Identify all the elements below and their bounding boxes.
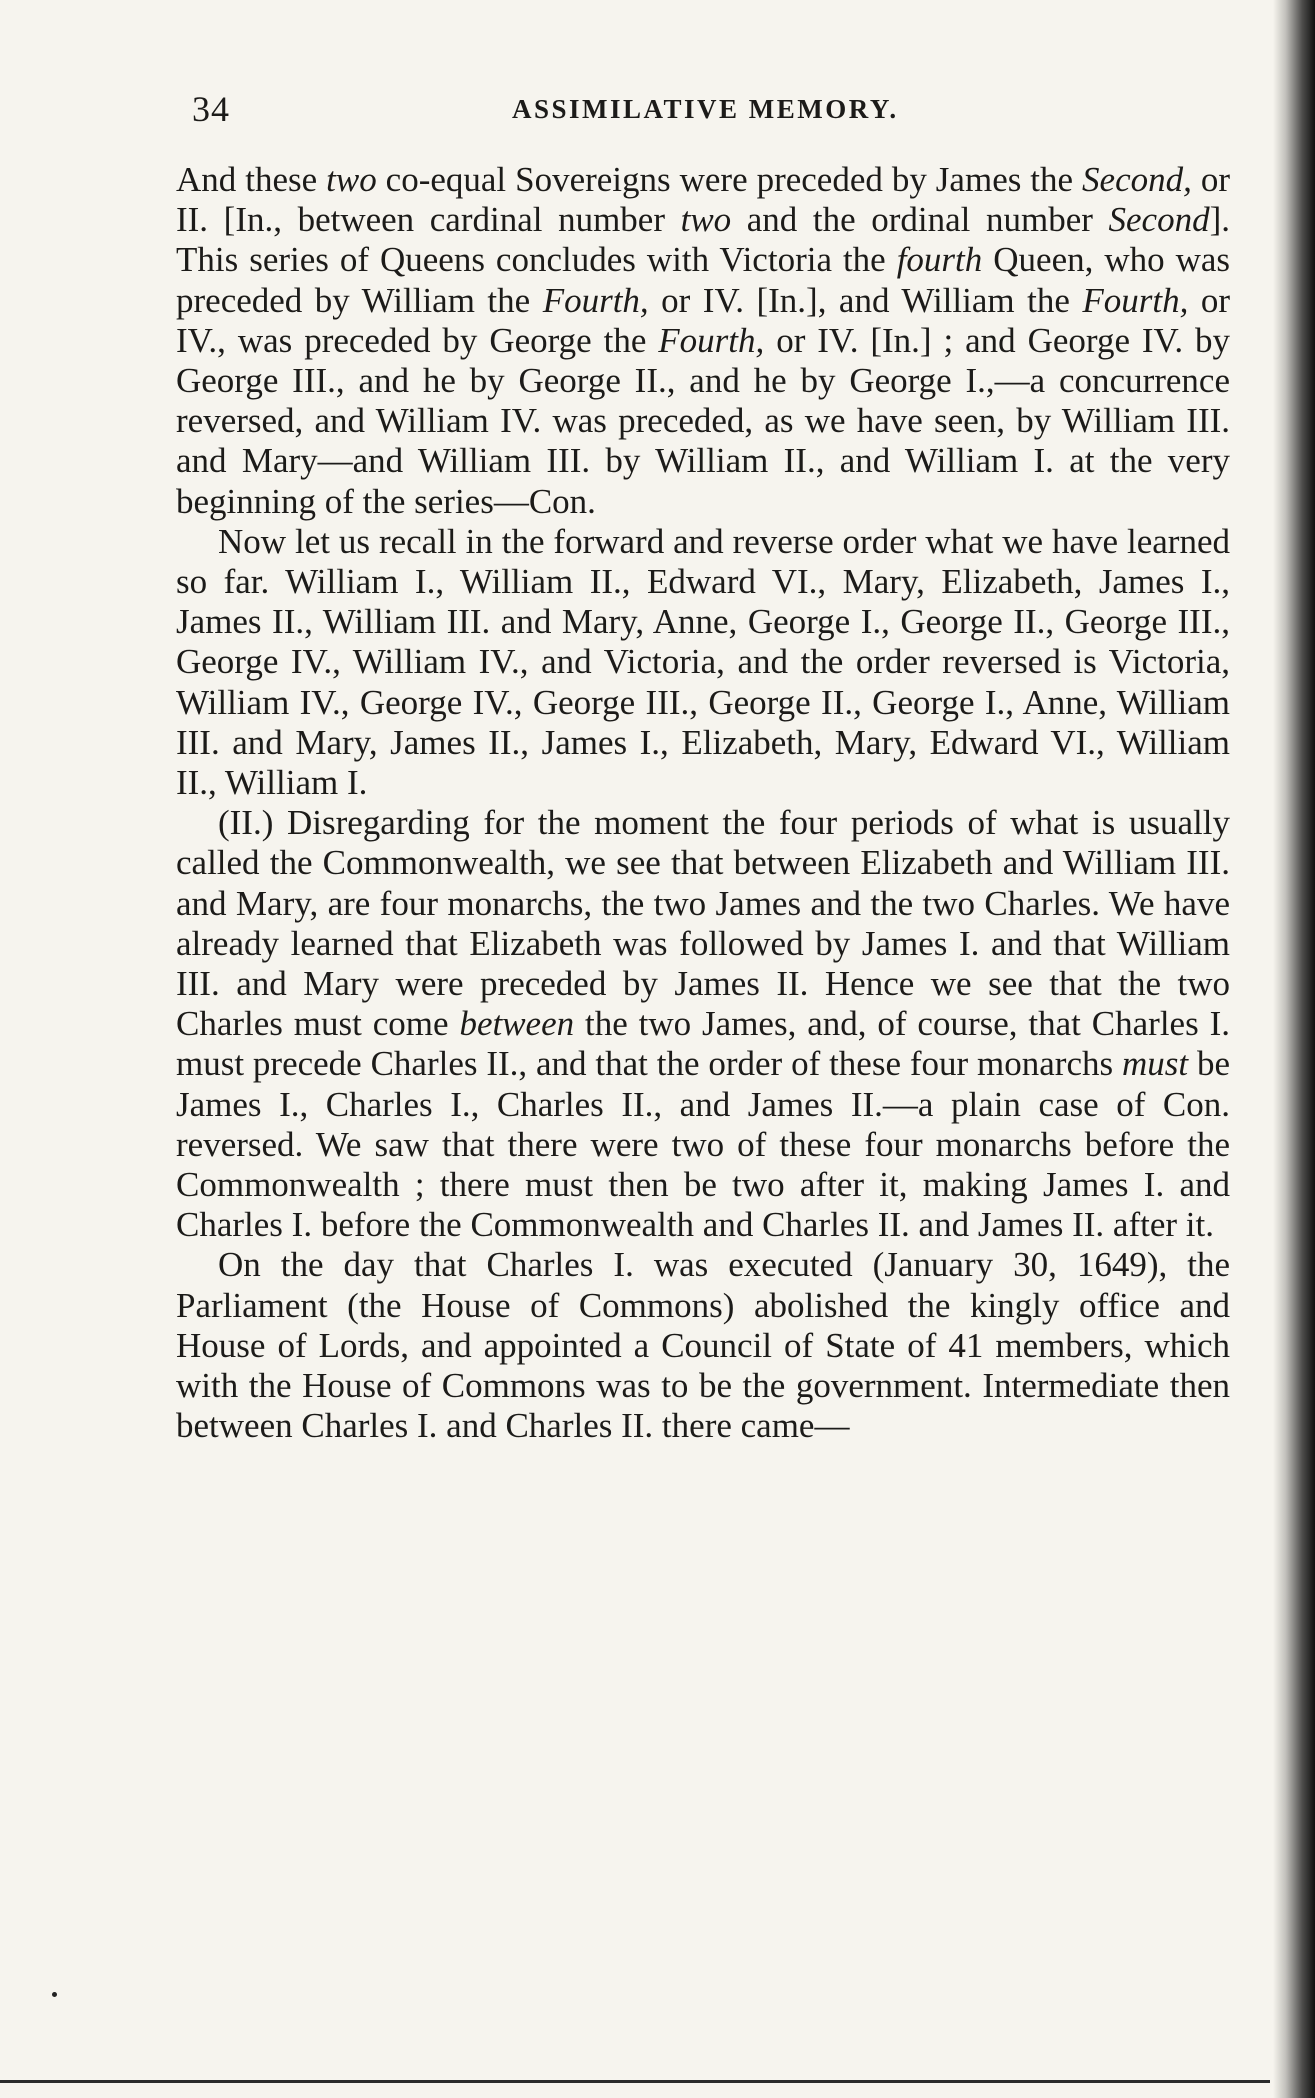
paragraph-3 [176, 803, 1230, 1245]
text-run: be James I., Charles I., Charles II., and James II.—a plain case of Con. reversed. We saw that there were two of these four monarchs before the Commonwealth ; there must then be two after it, making James I. and Charles I. before the Commonwealth and Charles II. and James II. after it. [176, 1044, 1230, 1245]
body-text [176, 160, 1230, 1447]
text-run: and the ordinal number [731, 200, 1109, 240]
italic-text: two [680, 200, 732, 240]
italic-text: two [326, 160, 377, 199]
italic-text: Fourth, [658, 320, 765, 360]
text-run: Queen, who was preceded by William the [176, 240, 1231, 320]
ink-speck [52, 1992, 57, 1997]
italic-text: Fourth, [542, 280, 649, 320]
paragraph-4 [176, 1245, 1230, 1446]
italic-text: Fourth, [1082, 280, 1189, 320]
italic-text: Second, [1082, 160, 1192, 199]
text-run: (II.) Disregarding for the moment the four periods of what is usually called the Commonwealth, we see that between Elizabeth and William III. and Mary, are four monarchs, the two James and the two Charles. We have already learned that Elizabeth was followed by James I. and that William III. and Mary were preceded by James II. Hence we see that the two Charles must come [176, 803, 1230, 1044]
text-run: or IV. [In.] ; and George IV. by George III., and he by George II., and he by George I.,—a concurrence reversed, and William IV. was preceded, as we have seen, by William III. and Mary—and William III. by William II., and William I. at the very beginning of the series—Con. [176, 320, 1230, 521]
text-run: Now let us recall in the forward and reverse order what we have learned so far. William I., William II., Edward VI., Mary, Elizabeth, James I., James II., William III. and Mary, Anne, George I., George II., George III., George IV., William IV., and Victoria, and the order reversed is Victoria, William IV., George IV., George III., George II., George I., Anne, William III. and Mary, James II., James I., Elizabeth, Mary, Edward VI., William II., William I. [176, 521, 1230, 803]
text-run: co-equal Sovereigns were preceded by James the [376, 160, 1083, 199]
paragraph-2 [176, 522, 1230, 803]
text-run: or IV., was preceded by George the [176, 280, 1230, 360]
text-run: or IV. [In.], and William the [648, 280, 1083, 320]
page-header [192, 88, 1232, 138]
text-run: ]. This series of Queens concludes with Victoria the [176, 200, 1230, 280]
italic-text: must [1121, 1044, 1189, 1084]
text-run: And these [176, 160, 327, 199]
text-run: On the day that Charles I. was executed (January 30, 1649), the Parliament (the House of Commons) abolished the kingly office and House of Lords, and appointed a Council of State of 41 members, which with the House of Commons was to be the government. Intermediate then between Charles I. and Charles II. there came— [176, 1245, 1230, 1446]
bottom-edge-line [0, 2080, 1270, 2083]
page-edge-shadow [1273, 0, 1315, 2098]
running-head: ASSIMILATIVE MEMORY. [512, 94, 899, 124]
italic-text: Second [1108, 200, 1210, 240]
text-run: or II. [In., between cardinal number [176, 160, 1230, 240]
italic-text: between [459, 1004, 575, 1044]
page-number: 34 [192, 89, 230, 129]
paragraph-1 [176, 160, 1230, 522]
italic-text: fourth [896, 240, 983, 280]
text-run: the two James, and, of course, that Charles I. must precede Charles II., and that the order of these four monarchs [176, 1004, 1230, 1084]
